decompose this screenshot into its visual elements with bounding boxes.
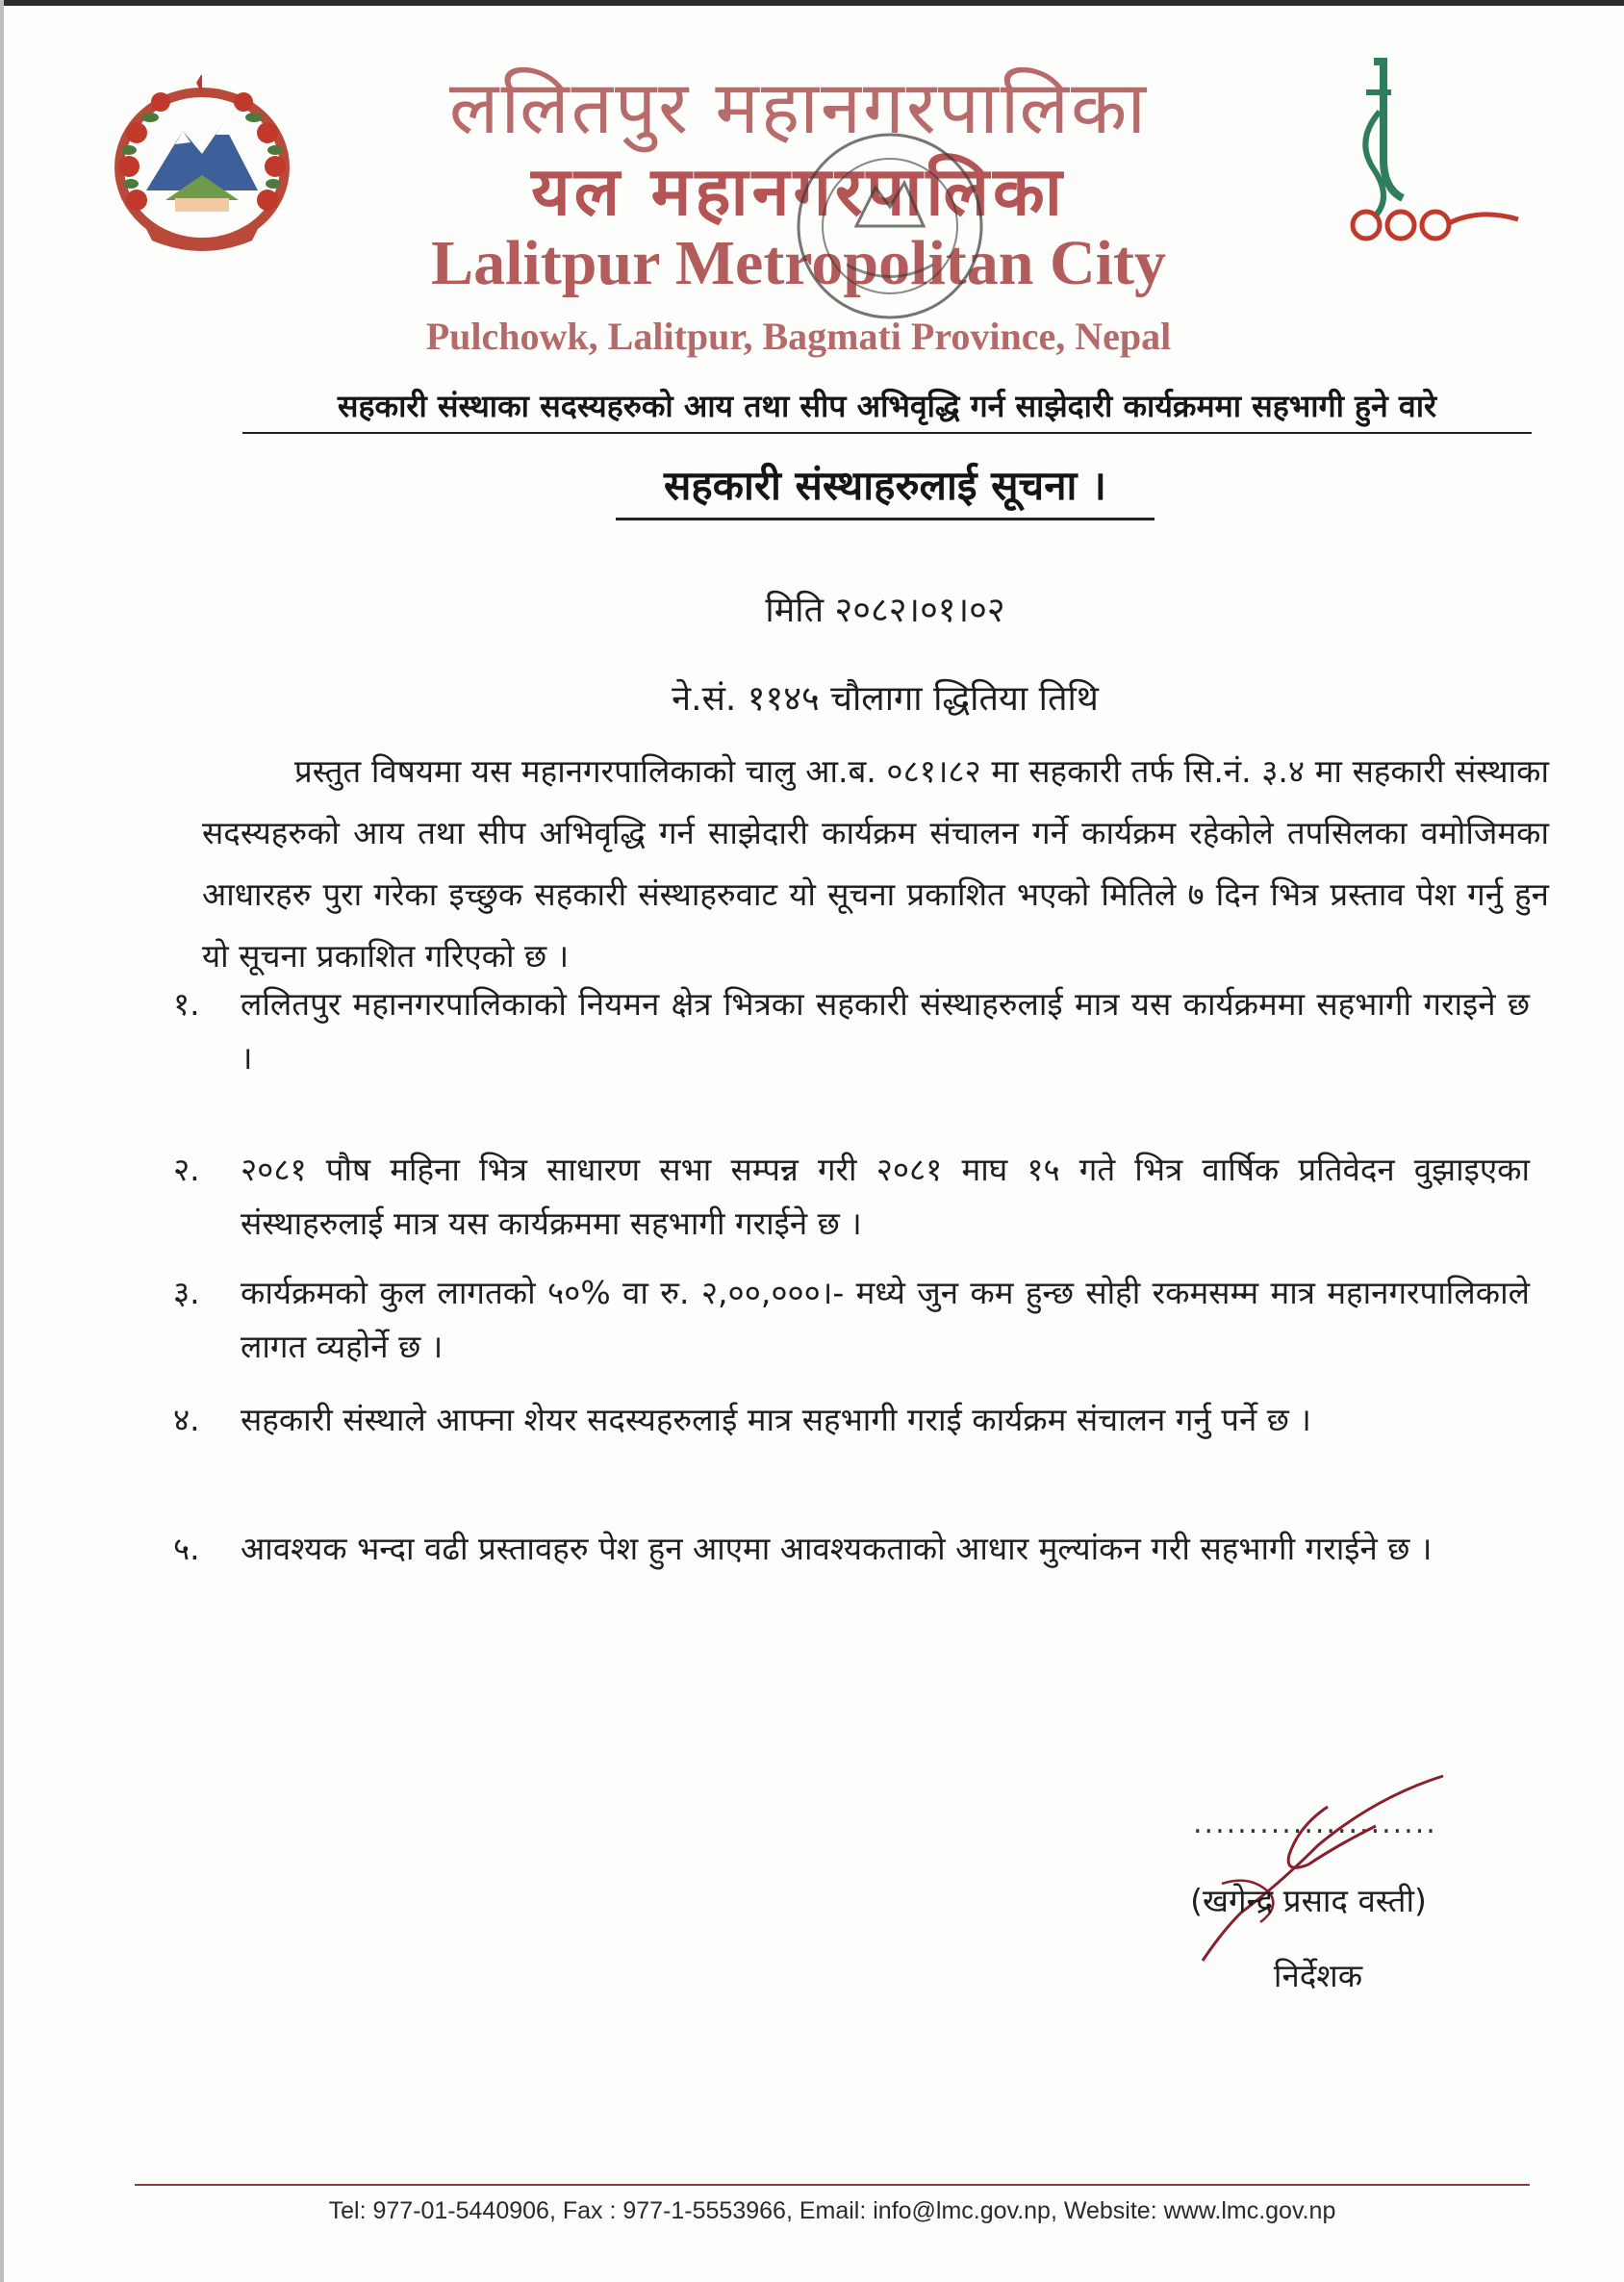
notice-title: सहकारी संस्थाहरुलाई सूचना । — [616, 457, 1155, 520]
notice-date: मिति २०८२।०१।०२ — [765, 591, 1005, 630]
letterhead-nepali-name: ललितपुर महानगरपालिका — [448, 64, 1149, 150]
signer-title: निर्देशक — [1273, 1957, 1363, 1994]
signer-name: (खगेन्द्र प्रसाद वस्ती) — [1190, 1882, 1427, 1919]
condition-text: कार्यक्रमको कुल लागतको ५०% वा रु. २,००,०००।- मध्ये जुन कम हुन्छ सोही रकमसम्म मात्र महानगरपालिकाले लागत व्यहोर्ने छ । — [241, 1274, 1530, 1365]
nepal-emblem-icon — [108, 75, 296, 254]
scan-top-edge — [0, 0, 1624, 6]
nepal-sambat-date: ने.सं. ११४५ चौलागा द्धितिया तिथि — [672, 679, 1099, 719]
condition-text: सहकारी संस्थाले आफ्ना शेयर सदस्यहरुलाई मात्र सहभागी गराई कार्यक्रम संचालन गर्नु पर्ने छ । — [241, 1401, 1311, 1438]
condition-number: २. — [173, 1151, 200, 1188]
condition-text: आवश्यक भन्दा वढी प्रस्तावहरु पेश हुन आएमा आवश्यकताको आधार मुल्यांकन गरी सहभागी गराईने छ । — [241, 1530, 1433, 1567]
signature-dots: ...................... — [1193, 1807, 1437, 1840]
letterhead-english-name: Lalitpur Metropolitan City — [431, 228, 1166, 298]
office-stamp-icon — [779, 120, 1001, 351]
lalitpur-logo-icon — [1345, 54, 1528, 256]
footer-contact: Tel: 977-01-5440906, Fax : 977-1-5553966, Email: info@lmc.gov.np, Website: www.lmc.gov.np — [328, 2197, 1336, 2224]
letterhead-newari-name: यल महानगरपालिका — [531, 151, 1066, 231]
condition-number: ३. — [173, 1274, 200, 1311]
condition-number: ४. — [173, 1401, 200, 1438]
condition-text: २०८१ पौष महिना भित्र साधारण सभा सम्पन्न गरी २०८१ माघ १५ गते भित्र वार्षिक प्रतिवेदन वुझाइएका संस्थाहरुलाई मात्र यस कार्यक्रममा सहभागी गराईने छ । — [241, 1151, 1530, 1242]
condition-text: ललितपुर महानगरपालिकाको नियमन क्षेत्र भित्रका सहकारी संस्थाहरुलाई मात्र यस कार्यक्रममा सहभागी गराइने छ । — [241, 985, 1530, 1077]
signature-icon — [1183, 1768, 1453, 1970]
intro-paragraph: प्रस्तुत विषयमा यस महानगरपालिकाको चालु आ.ब. ०८१।८२ मा सहकारी तर्फ सि.नं. ३.४ मा सहकारी संस्थाका सदस्यहरुको आय तथा सीप अभिवृद्धि गर्न साझेदारी कार्यक्रम संचालन गर्ने कार्यक्रम रहेकोले तपसिलका वमोजिमका आधारहरु पुरा गरेका इच्छुक सहकारी संस्थाहरुवाट यो सूचना प्रकाशित भएको मितिले ७ दिन भित्र प्रस्ताव पेश गर्नु हुन यो सूचना प्रकाशित गरिएको छ । — [202, 752, 1550, 975]
letterhead-address: Pulchowk, Lalitpur, Bagmati Province, Nepal — [425, 315, 1172, 358]
condition-number: ५. — [173, 1530, 200, 1567]
scan-left-edge — [0, 0, 4, 2282]
condition-number: १. — [173, 985, 200, 1023]
notice-subject: सहकारी संस्थाका सदस्यहरुको आय तथा सीप अभिवृद्धि गर्न साझेदारी कार्यक्रममा सहभागी हुने वारे — [242, 385, 1532, 434]
footer-divider — [135, 2184, 1530, 2186]
